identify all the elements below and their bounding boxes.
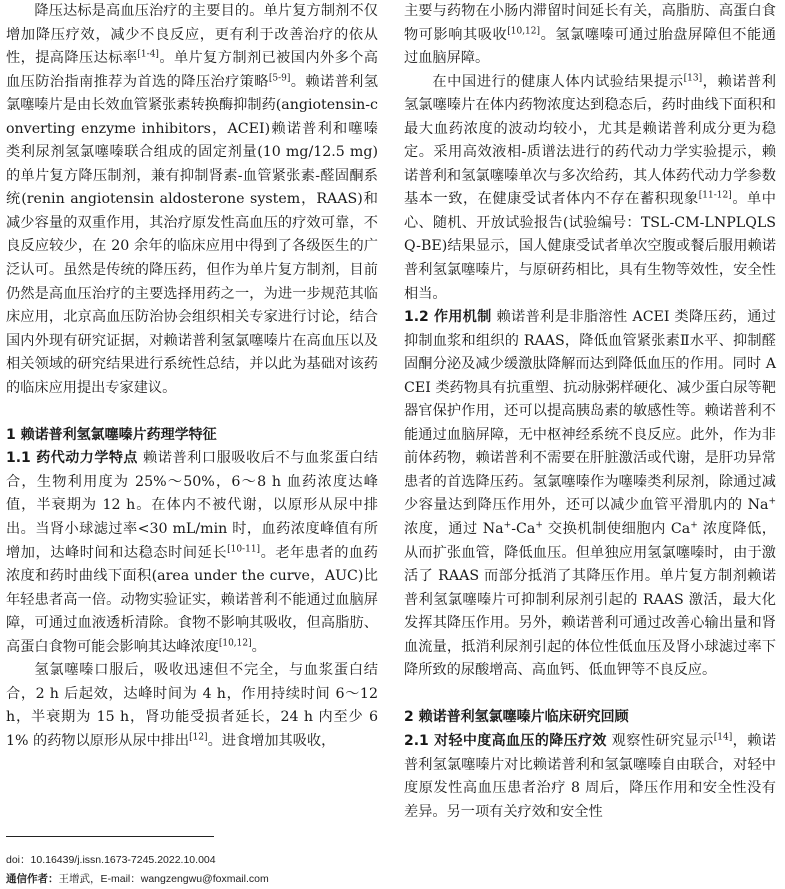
citation[interactable]: [11-12] xyxy=(698,190,732,201)
subsection-1-1-heading: 1.1 药代动力学特点 xyxy=(6,450,138,467)
subsection-1-2-heading: 1.2 作用机制 xyxy=(404,309,492,326)
left-column xyxy=(6,0,378,754)
corresponding-author-footnote: 通信作者：王增武，E-mail：wangzengwu@foxmail.com xyxy=(6,873,269,885)
continued-paragraph: 主要与药物在小肠内滞留时间延长有关，高脂肪、高蛋白食物可影响其吸收[10,12]。氢氯噻嗪可通过胎盘屏障但不能通过血脑屏障。 xyxy=(404,3,776,67)
citation[interactable]: [14] xyxy=(713,732,733,743)
citation[interactable]: [10,12] xyxy=(218,638,252,649)
section-1-heading: 1 赖诺普利氢氯噻嗪片药理学特征 xyxy=(6,426,217,443)
citation[interactable]: [10-11] xyxy=(227,543,261,554)
intro-paragraph: 降压达标是高血压治疗的主要目的。单片复方制剂不仅增加降压疗效，减少不良反应，更有利于改善治疗的依从性，提高降压达标率[1-4]。单片复方制剂已被国内外多个高血压防治指南推荐为首选的降压治疗策略[5-9]。赖诺普利氢氯噻嗪片是由长效血管紧张素转换酶抑制药(angiotensin-converting enzyme inhibitors，ACEI)赖诺普利和噻嗪类利尿剂氢氯噻嗪联合组成的固定剂量(10 mg/12.5 mg)的单片复方降压制剂，兼有抑制肾素-血管紧张素-醛固酮系统(renin angiotensin aldosterone system，RAAS)和减少容量的双重作用，其治疗原发性高血压的疗效可靠，不良反应较少，在 20 余年的临床应用中得到了各级医生的广泛认可。虽然是传统的降压药，但作为单片复方制剂，目前仍然是高血压治疗的主要选择用药之一，为进一步规范其临床应用，北京高血压防治协会组织相关专家进行讨论，结合国内外现有研究证据，对赖诺普利氢氯噻嗪片在高血压以及相关领域的研究结果进行系统性总结，并以此为基础对该药的临床应用提出专家建议。 xyxy=(6,3,378,396)
footnote-divider xyxy=(6,836,214,837)
subsection-2-1-heading: 2.1 对轻中度高血压的降压疗效 xyxy=(404,732,607,749)
citation[interactable]: [10,12] xyxy=(507,25,541,36)
spacer xyxy=(404,683,776,707)
hctz-paragraph: 氢氯噻嗪口服后，吸收迅速但不完全，与血浆蛋白结合，2 h 后起效，达峰时间为 4 h，作用持续时间 6～12 h，半衰期为 15 h，肾功能受损者延长，24 h 内至少 61% 的药物以原形从尿中排出[12]。进食增加其吸收， xyxy=(6,662,378,749)
citation[interactable]: [12] xyxy=(189,732,208,743)
pharmacokinetics-paragraph: 1.1 药代动力学特点 赖诺普利口服吸收后不与血浆蛋白结合，生物利用度为 25%～50%，6～8 h 血药浓度达峰值，半衰期为 12 h。在体内不被代谢，以原形从尿中排出。当肾小球滤过率<30 mL/min 时，血药浓度峰值有所增加，达峰时间和达稳态时间延长[10-11]。老年患者的血药浓度和药时曲线下面积(area under the curve，AUC)比年轻患者高一倍。动物实验证实，赖诺普利不能通过血脑屏障，可通过血液透析清除。食物不影响其吸收，但高脂肪、高蛋白食物可能会影响其达峰浓度[10,12]。 xyxy=(6,450,378,655)
mechanism-paragraph: 1.2 作用机制 赖诺普利是非脂溶性 ACEI 类降压药，通过抑制血浆和组织的 RAAS，降低血管紧张素Ⅱ水平、抑制醛固酮分泌及减少缓激肽降解而达到降低血压的作用。同时 ACEI 类药物具有抗重塑、抗动脉粥样硬化、减少蛋白尿等靶器官保护作用，还可以提高胰岛素的敏感性等。赖诺普利不能通过血脑屏障，无中枢神经系统不良反应。此外，作为非前体药物，赖诺普利不需要在肝脏激活或代谢，是肝功异常患者的首选降压药。氢氯噻嗪作为噻嗪类利尿剂，除通过减少容量达到降压作用外，还可以减少血管平滑肌内的 Na+ 浓度，通过 Na+-Ca+ 交换机制使细胞内 Ca+ 浓度降低，从而扩张血管，降低血压。但单独应用氢氯噻嗪时，由于激活了 RAAS 而部分抵消了其降压作用。单片复方制剂赖诺普利氢氯噻嗪片可抑制利尿剂引起的 RAAS 激活，最大化发挥其降压作用。另外，赖诺普利可通过改善心输出量和肾血流量，抵消利尿剂引起的体位性低血压及肾小球滤过率下降所致的尿酸增高、高血钙、低血钾等不良反应。 xyxy=(404,309,776,679)
doi-footnote[interactable]: doi：10.16439/j.issn.1673-7245.2022.10.004 xyxy=(6,854,216,866)
citation[interactable]: [5-9] xyxy=(268,72,291,83)
chinese-trial-paragraph: 在中国进行的健康人体内试验结果提示[13]，赖诺普利氢氯噻嗪片在体内药物浓度达到稳态后，药时曲线下面积和最大血药浓度的波动均较小，尤其是赖诺普利成分更为稳定。采用高效液相-质谱法进行的药代动力学实验提示，赖诺普利和氢氯噻嗪单次与多次给药，其人体药代动力学参数基本一致，在健康受试者体内不存在蓄积现象[11-12]。单中心、随机、开放试验报告(试验编号：TSL-CM-LNPLQLSQ-BE)结果显示，国人健康受试者单次空腹或餐后服用赖诺普利氢氯噻嗪片，与原研药相比，具有生物等效性，安全性相当。 xyxy=(404,72,776,302)
right-column xyxy=(404,0,776,824)
spacer xyxy=(6,400,378,424)
citation[interactable]: [13] xyxy=(683,72,703,83)
citation[interactable]: [1-4] xyxy=(137,49,159,60)
clinical-efficacy-paragraph: 2.1 对轻中度高血压的降压疗效 观察性研究显示[14]，赖诺普利氢氯噻嗪片对比赖诺普利和氢氯噻嗪自由联合，对轻中度原发性高血压患者治疗 8 周后，降压作用和安全性没有差异。另一项有关疗效和安全性 xyxy=(404,732,776,820)
section-2-heading: 2 赖诺普利氢氯噻嗪片临床研究回顾 xyxy=(404,709,629,726)
